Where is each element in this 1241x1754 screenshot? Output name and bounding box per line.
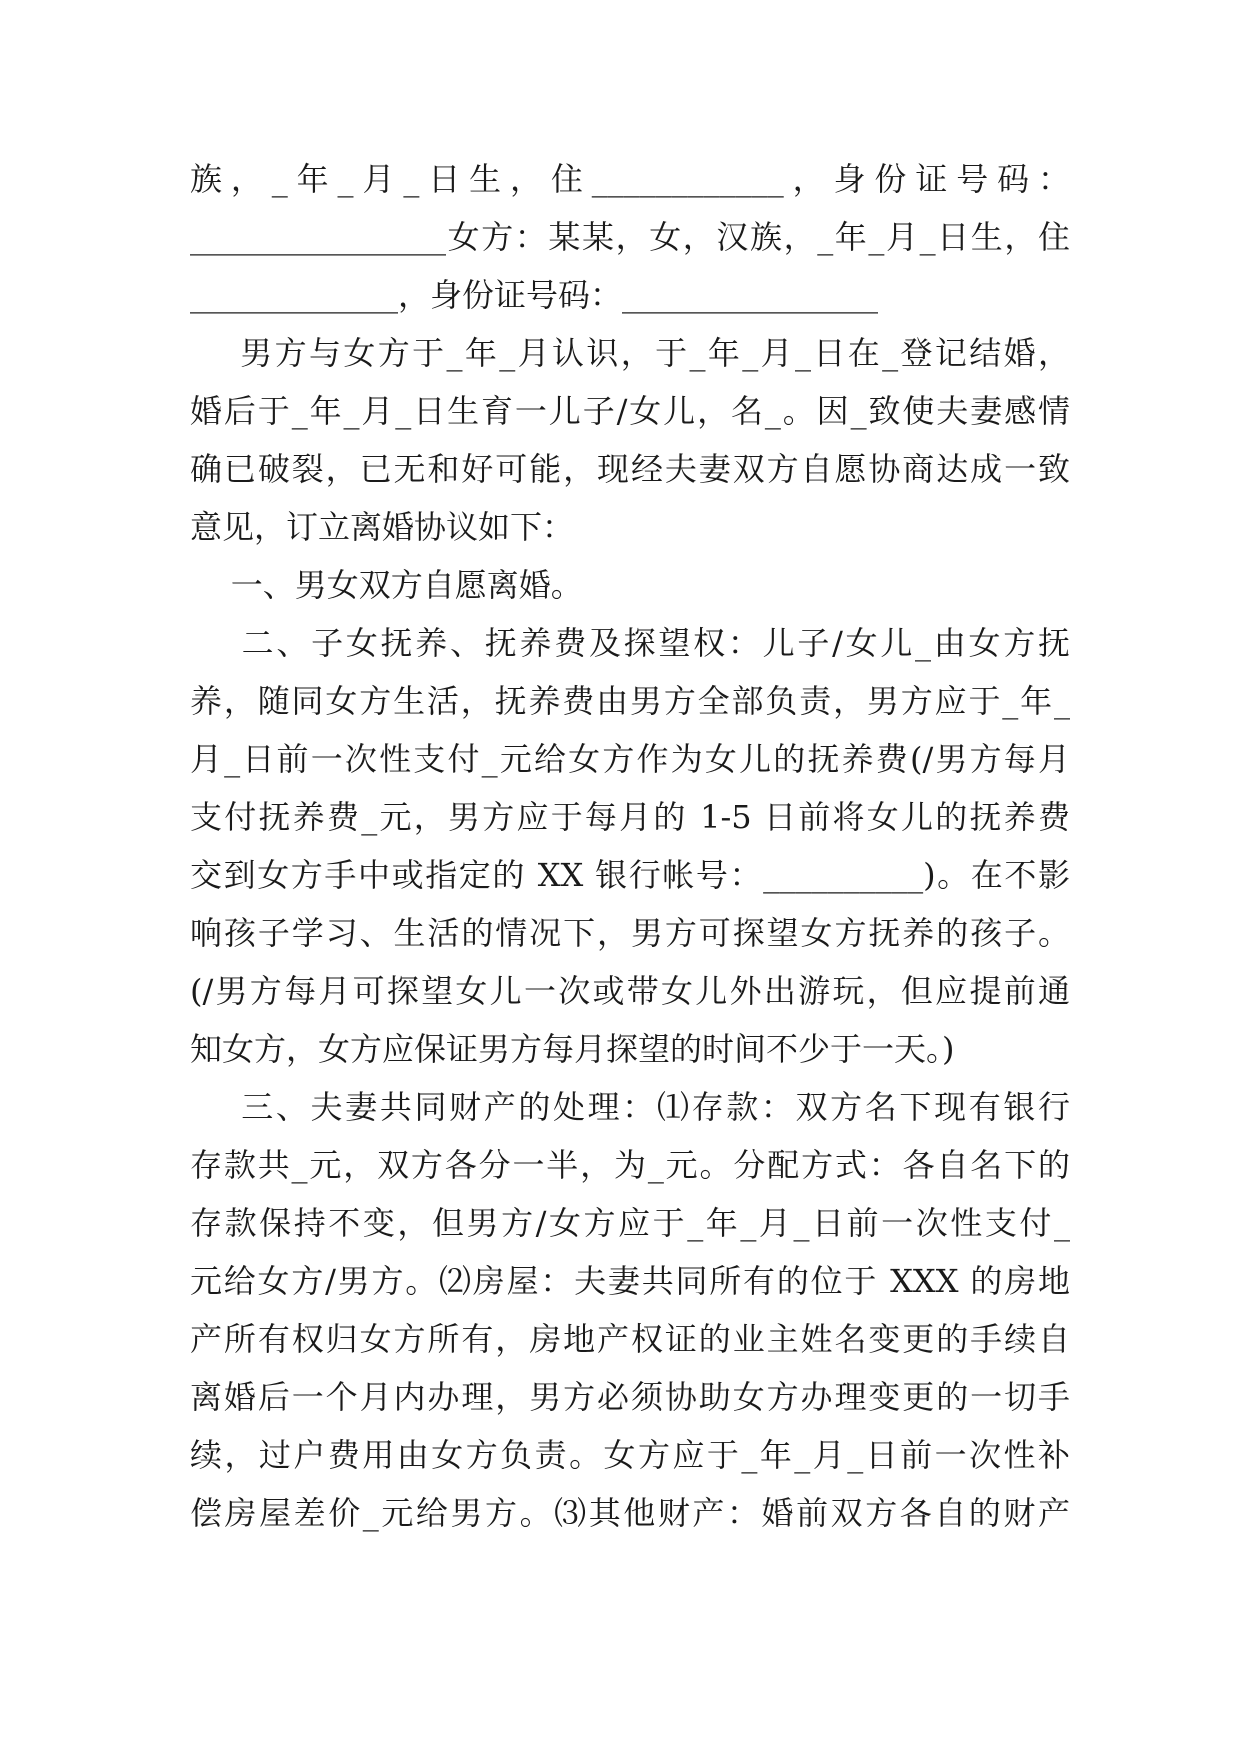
document-line: 月_日前一次性支付_元给女方作为女儿的抚养费(/男方每月 — [190, 740, 1070, 778]
document-line: 知女方，女方应保证男方每月探望的时间不少于一天。) — [190, 1030, 955, 1068]
document-line: 确已破裂，已无和好可能，现经夫妻双方自愿协商达成一致 — [190, 450, 1070, 488]
document-line: 偿房屋差价_元给男方。⑶其他财产：婚前双方各自的财产 — [190, 1494, 1070, 1532]
document-line: 存款保持不变，但男方/女方应于_年_月_日前一次性支付_ — [190, 1204, 1070, 1242]
document-line: 男方与女方于_年_月认识，于_年_月_日在_登记结婚， — [190, 334, 1070, 372]
document-line: 支付抚养费_元，男方应于每月的 1-5 日前将女儿的抚养费 — [190, 798, 1070, 836]
document-line: 存款共_元，双方各分一半，为_元。分配方式：各自名下的 — [190, 1146, 1070, 1184]
document-line: (/男方每月可探望女儿一次或带女儿外出游玩，但应提前通 — [190, 972, 1070, 1010]
document-line: 养，随同女方生活，抚养费由男方全部负责，男方应于_年_ — [190, 682, 1070, 720]
document-line: 三、夫妻共同财产的处理：⑴存款：双方名下现有银行 — [190, 1088, 1070, 1126]
document-line: 一、男女双方自愿离婚。 — [190, 566, 583, 604]
document-line: 续，过户费用由女方负责。女方应于_年_月_日前一次性补 — [190, 1436, 1070, 1474]
document-line: 交到女方手中或指定的 XX 银行帐号：__________)。在不影 — [190, 856, 1070, 894]
document-line: 族，_年_月_日生，住____________，身份证号码： — [190, 160, 1070, 198]
document-line: 离婚后一个月内办理，男方必须协助女方办理变更的一切手 — [190, 1378, 1070, 1416]
document-line: ________________女方：某某，女，汉族，_年_月_日生，住 — [190, 218, 1070, 256]
document-line: 婚后于_年_月_日生育一儿子/女儿，名_。因_致使夫妻感情 — [190, 392, 1070, 430]
document-line: 二、子女抚养、抚养费及探望权：儿子/女儿_由女方抚 — [190, 624, 1070, 662]
document-line: 产所有权归女方所有，房地产权证的业主姓名变更的手续自 — [190, 1320, 1070, 1358]
document-line: 意见，订立离婚协议如下： — [190, 508, 575, 546]
document-line: 响孩子学习、生活的情况下，男方可探望女方抚养的孩子。 — [190, 914, 1070, 952]
document-line: _____________，身份证号码：________________ — [190, 276, 879, 314]
document-body — [190, 150, 1070, 1542]
document-line: 元给女方/男方。⑵房屋：夫妻共同所有的位于 XXX 的房地 — [190, 1262, 1070, 1300]
